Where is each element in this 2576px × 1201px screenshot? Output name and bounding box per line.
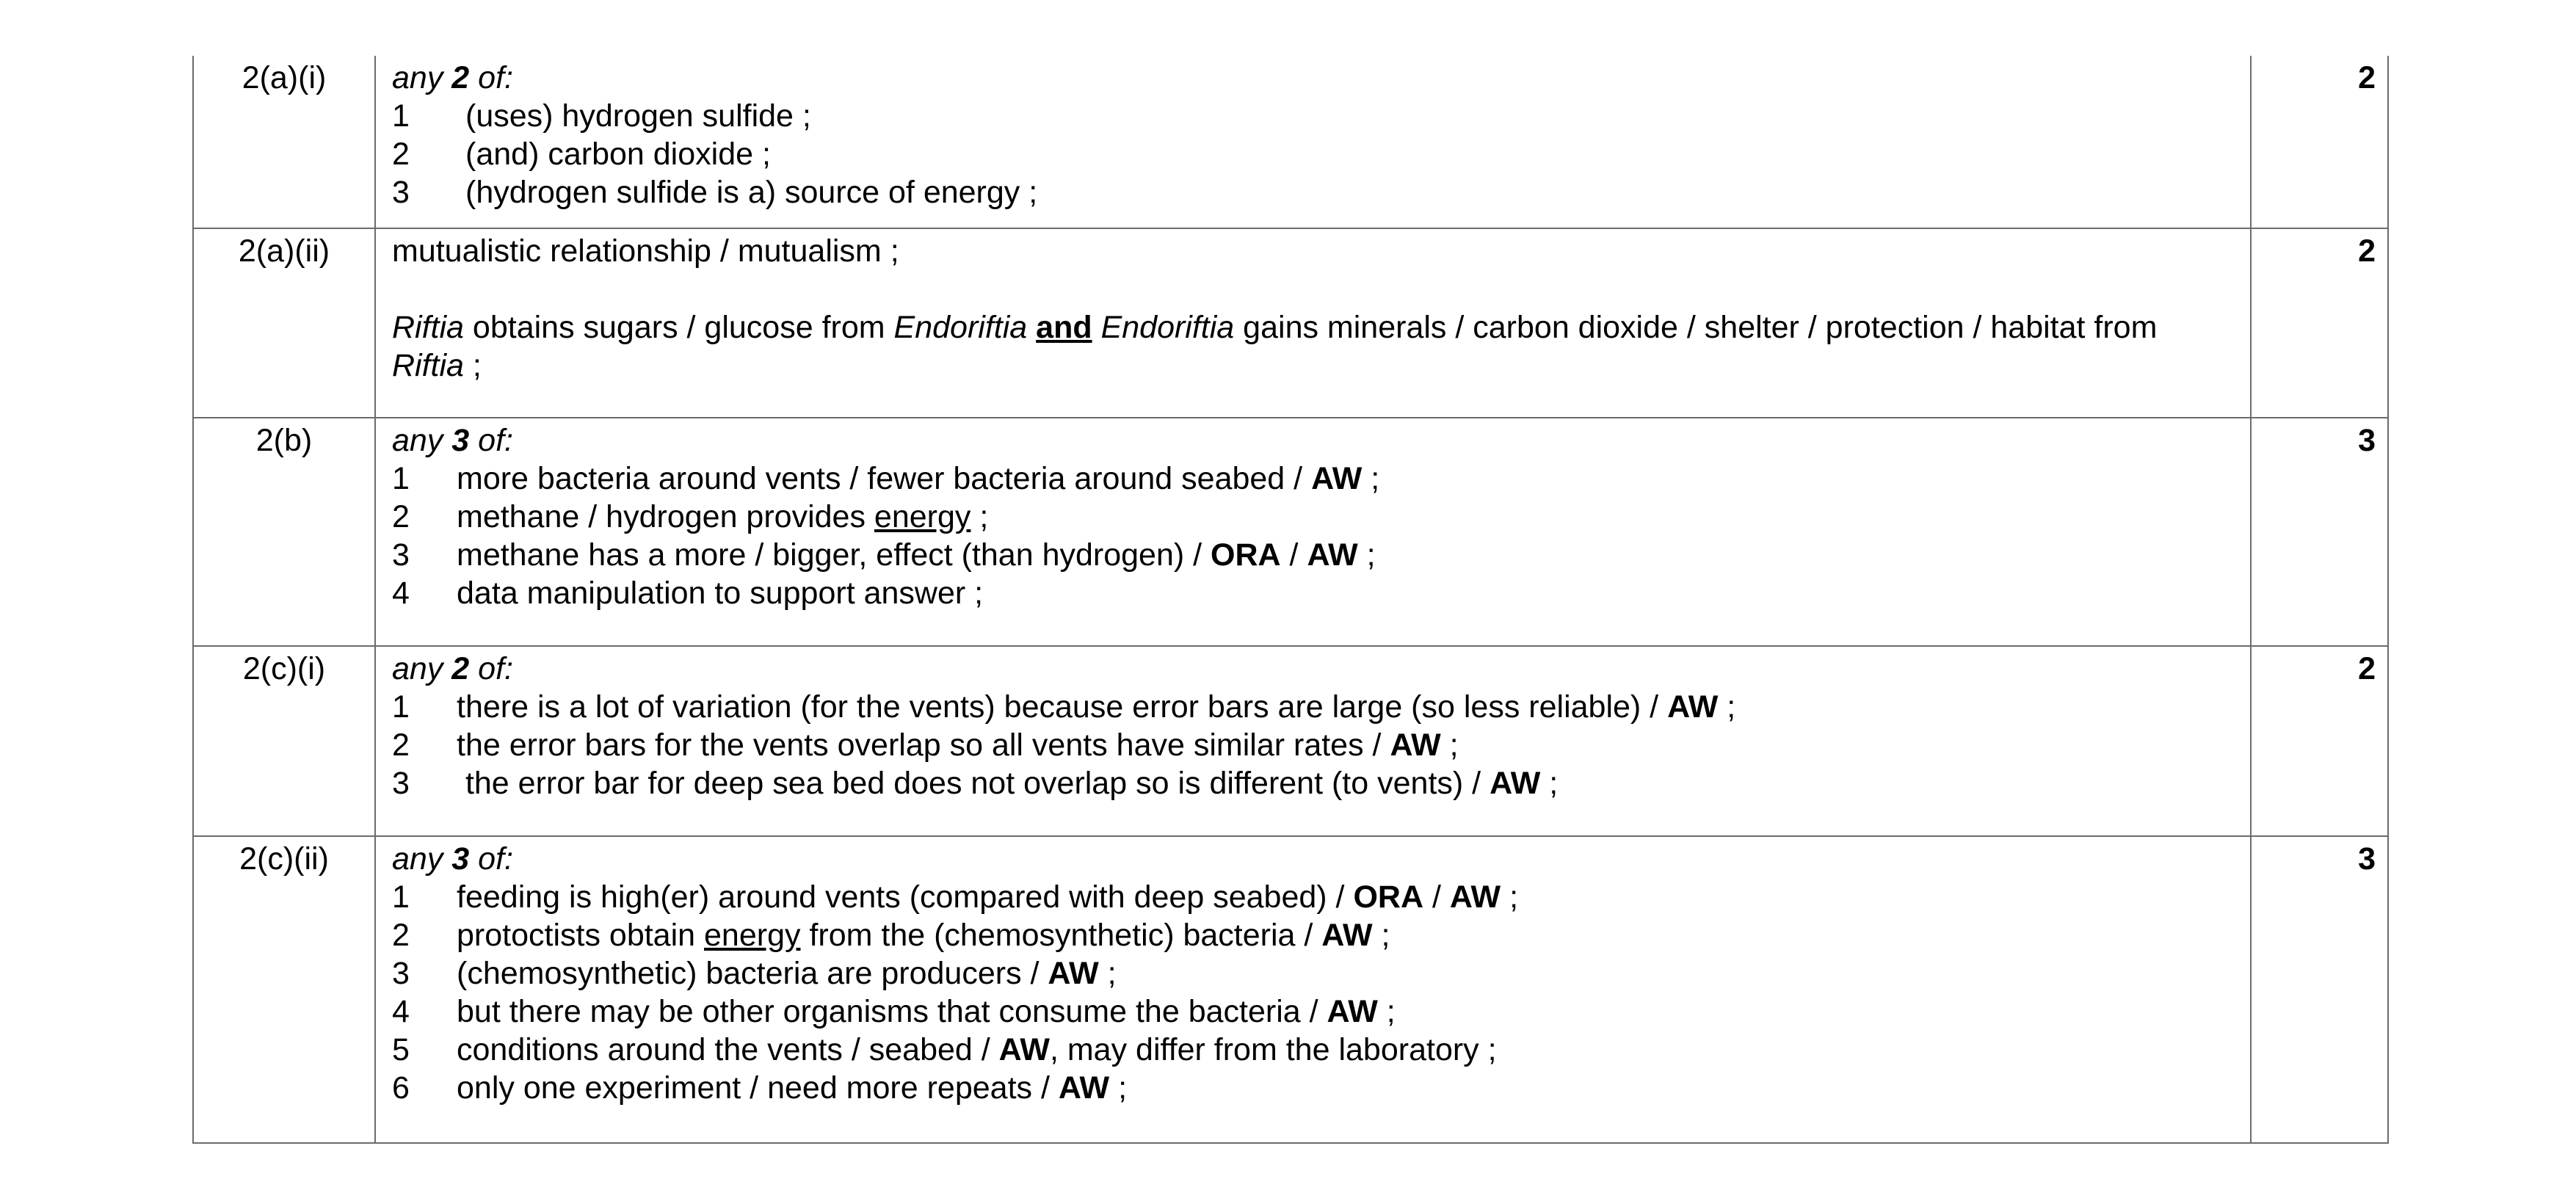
marking-point: 2 (and) carbon dioxide ; — [392, 137, 771, 172]
question-number: 2(c)(i) — [193, 646, 375, 836]
lead-line: any 3 of: — [392, 841, 513, 877]
marking-point: 1 feeding is high(er) around vents (compared with deep seabed) / ORA / AW ; — [392, 879, 1519, 915]
marking-point: 6 only one experiment / need more repeats / AW ; — [392, 1070, 1128, 1106]
lead-line: any 2 of: — [392, 651, 513, 686]
answer-cell — [375, 418, 2251, 646]
marking-point: 2 protoctists obtain energy from the (chemosynthetic) bacteria / AW ; — [392, 918, 1390, 953]
table-row — [193, 228, 2388, 418]
marking-point: 1 more bacteria around vents / fewer bacteria around seabed / AW ; — [392, 461, 1380, 496]
marks: 3 — [2251, 418, 2388, 646]
marking-point: 4 but there may be other organisms that consume the bacteria / AW ; — [392, 994, 1396, 1029]
question-number: 2(c)(ii) — [193, 836, 375, 1143]
marking-point: 2 the error bars for the vents overlap so all vents have similar rates / AW ; — [392, 728, 1459, 763]
answer-cell — [375, 836, 2251, 1143]
marks: 3 — [2251, 836, 2388, 1143]
marking-point: 1 (uses) hydrogen sulfide ; — [392, 98, 811, 134]
table-row — [193, 836, 2388, 1143]
lead-line: any 3 of: — [392, 423, 513, 458]
marking-point: 1 there is a lot of variation (for the vents) because error bars are large (so less reliable) / AW ; — [392, 689, 1736, 725]
marking-point: 2 methane / hydrogen provides energy ; — [392, 499, 989, 534]
marking-point: 3 methane has a more / bigger, effect (than hydrogen) / ORA / AW ; — [392, 537, 1376, 573]
marking-point: 5 conditions around the vents / seabed / AW, may differ from the laboratory ; — [392, 1032, 1497, 1067]
table-row — [193, 418, 2388, 646]
marking-point: 3 (hydrogen sulfide is a) source of energy ; — [392, 175, 1038, 210]
table-row — [193, 646, 2388, 836]
question-number: 2(a)(ii) — [193, 228, 375, 418]
question-number: 2(b) — [193, 418, 375, 646]
marks: 2 — [2251, 228, 2388, 418]
answer-cell — [375, 646, 2251, 836]
mark-scheme-table — [192, 56, 2389, 1144]
lead-line: any 2 of: — [392, 60, 513, 95]
table-row — [193, 56, 2388, 228]
answer-cell — [375, 56, 2251, 228]
question-number: 2(a)(i) — [193, 56, 375, 228]
marks: 2 — [2251, 646, 2388, 836]
marking-point: 3 (chemosynthetic) bacteria are producers / AW ; — [392, 956, 1117, 991]
answer-line: Riftia obtains sugars / glucose from Endoriftia and Endoriftia gains minerals / carbon dioxide / shelter / protection / habitat from Riftia ; — [392, 310, 2158, 383]
marks: 2 — [2251, 56, 2388, 228]
answer-line: mutualistic relationship / mutualism ; — [392, 233, 899, 269]
answer-cell — [375, 228, 2251, 418]
marking-point: 3 the error bar for deep sea bed does not overlap so is different (to vents) / AW ; — [392, 766, 1559, 801]
marking-point: 4 data manipulation to support answer ; — [392, 576, 984, 611]
